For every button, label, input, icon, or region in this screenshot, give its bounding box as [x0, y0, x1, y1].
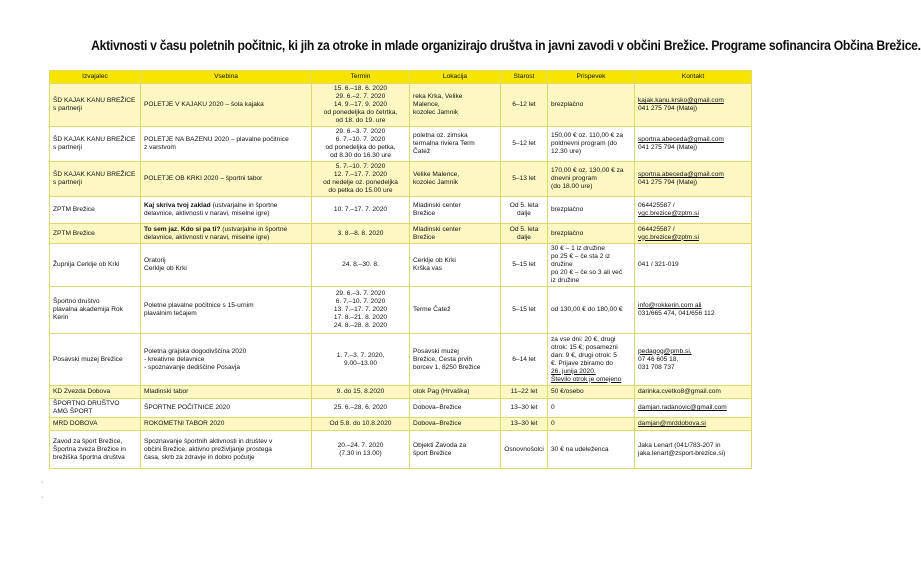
prispevek-text: brezplačno — [551, 101, 584, 108]
cell-lokacija — [410, 162, 501, 197]
lokacija-text: Krška vas — [413, 265, 442, 272]
termin-text: 24. 8.–28. 8. 2020 — [333, 322, 388, 329]
table-body — [50, 84, 752, 469]
vsebina-text: Mladinski tabor — [144, 388, 189, 395]
prispevek-text: Število otrok je omejeno — [551, 375, 622, 383]
kontakt-text: 031/665 474, 041/656 112 — [638, 310, 715, 317]
prispevek-text: od 130,00 € do 180,00 € — [551, 306, 623, 313]
izvajalec-text: s partnerji — [53, 105, 82, 112]
vsebina-text: Poletne plavalne počitnice s 15-urnim — [144, 302, 254, 309]
kontakt-text: 064425587 / — [638, 225, 675, 233]
lokacija-text: Cerklje ob Krki — [413, 257, 456, 264]
prispevek-text: iz družine — [551, 277, 580, 284]
prispevek-text: 30 € na udeleženca — [551, 445, 609, 453]
cell-starost — [501, 224, 548, 244]
kontakt-text: 041 / 321-019 — [638, 261, 679, 268]
prispevek-text: 12.30 ure) — [551, 148, 582, 155]
table-row — [50, 224, 752, 244]
termin-text: od 18. do 19. ure — [335, 117, 386, 124]
prispevek-text: 0 — [551, 404, 555, 411]
izvajalec-text: KD Zvezda Dobova — [53, 388, 111, 395]
lokacija-text: borcev 1, 8250 Brežice — [413, 363, 481, 371]
table-row — [50, 418, 752, 431]
kontakt-text: 031 708 737 — [638, 363, 675, 371]
cell-termin — [312, 287, 410, 334]
prispevek-text: dan: 9 €, drugi otrok: 5 — [551, 351, 617, 359]
termin-text: 20.–24. 7. 2020 — [337, 441, 384, 449]
termin-text: 6. 7.–10. 7. 2020 — [335, 298, 386, 305]
prispevek-text: dnevni program — [551, 175, 597, 182]
cell-lokacija — [410, 399, 501, 418]
cell-lokacija — [410, 224, 501, 244]
page-title: Aktivnosti v času poletnih počitnic, ki jih za otroke in mlade organizirajo društva in javni zavodi v občini Brežice. Programe sofinancira Občina Brežice. — [91, 38, 921, 54]
cell-izvajalec — [50, 127, 141, 162]
lokacija-text: Brežice — [413, 233, 435, 241]
prispevek-text: za vse dni: 20 €, drugi — [551, 335, 616, 343]
cell-kontakt — [635, 334, 752, 386]
prispevek-text: po 25 € – če sta 2 iz — [551, 253, 611, 260]
kontakt-text: 041 275 794 (Matej) — [638, 144, 698, 151]
cell-termin — [312, 84, 410, 127]
cell-termin — [312, 399, 410, 418]
starost-text: dalje — [517, 233, 531, 241]
izvajalec-text: Zavod za šport Brežice, — [53, 437, 123, 445]
prispevek-text: 30 € – 1 iz družine — [551, 245, 605, 252]
starost-text: Osnovnošolci — [504, 445, 544, 453]
starost-text: 5–12 let — [512, 140, 536, 147]
cell-prispevek — [548, 418, 635, 431]
lokacija-text: Mladinski center — [413, 225, 461, 233]
cell-izvajalec — [50, 224, 141, 244]
cell-prispevek — [548, 244, 635, 287]
vsebina-text: ŠPORTNE POČITNICE 2020 — [144, 404, 230, 411]
cell-starost — [501, 418, 548, 431]
vsebina-text: (ustvarjalne in športne — [212, 202, 278, 209]
vsebina-text: Oratorij — [144, 257, 166, 264]
cell-prispevek — [548, 334, 635, 386]
contact-link[interactable]: sportna.abeceda@gmail.com — [638, 136, 724, 143]
cell-kontakt — [635, 224, 752, 244]
cell-prispevek — [548, 162, 635, 197]
table-row — [50, 287, 752, 334]
kontakt-text: 064425587 / — [638, 202, 675, 209]
cell-starost — [501, 197, 548, 224]
table-row — [50, 431, 752, 469]
izvajalec-text: s partnerji — [53, 179, 82, 186]
cell-kontakt — [635, 127, 752, 162]
vsebina-text: ROKOMETNI TABOR 2020 — [144, 420, 225, 427]
termin-text: 24. 8.–30. 8. — [342, 261, 379, 268]
kontakt-text: Jaka Lenart (041/783-207 in — [638, 441, 721, 449]
cell-vsebina — [141, 127, 312, 162]
cell-termin — [312, 334, 410, 386]
cell-lokacija — [410, 197, 501, 224]
cell-prispevek — [548, 399, 635, 418]
prispevek-text: 50 €/osebo — [551, 388, 584, 395]
vsebina-text: Poletna grajska dogodivščina 2020 — [144, 347, 247, 355]
termin-text: 9. do 15. 8.2020 — [336, 388, 385, 395]
vsebina-text: z varstvom — [144, 144, 176, 151]
starost-text: 13–30 let — [510, 404, 538, 411]
vsebina-text: - kreativne delavnice — [144, 355, 205, 363]
cell-termin — [312, 244, 410, 287]
cell-izvajalec — [50, 386, 141, 399]
termin-text: 12. 7.–17. 7. 2020 — [333, 171, 388, 178]
lokacija-text: Čatež — [413, 148, 431, 155]
contact-link[interactable]: damjan.radanovic@gmail.com — [638, 404, 727, 411]
cell-termin — [312, 431, 410, 469]
cell-lokacija — [410, 418, 501, 431]
prispevek-text: brezplačno — [551, 229, 584, 237]
contact-link[interactable]: vgc.brezice@zptm.si — [638, 210, 699, 217]
prispevek-text: 0 — [551, 420, 555, 427]
izvajalec-text: ZPTM Brežice — [53, 229, 95, 237]
lokacija-text: otok Pag (Hrvaška) — [413, 388, 470, 395]
cell-starost — [501, 162, 548, 197]
termin-text: 6. 7.–10. 7. 2020 — [335, 136, 386, 143]
izvajalec-text: Posavski muzej Brežice — [53, 355, 123, 363]
cell-starost — [501, 431, 548, 469]
lokacija-text: kozolec Jamnik — [413, 179, 459, 186]
cell-izvajalec — [50, 197, 141, 224]
cell-prispevek — [548, 224, 635, 244]
izvajalec-text: ŠD KAJAK KANU BREŽICE — [53, 136, 136, 143]
cell-lokacija — [410, 287, 501, 334]
cell-starost — [501, 244, 548, 287]
izvajalec-text: ŠPORTNO DRUŠTVO — [53, 400, 120, 407]
termin-text: 29. 6.–3. 7. 2020 — [335, 128, 386, 135]
cell-starost — [501, 334, 548, 386]
prispevek-text: (do 18.00 ure) — [551, 183, 593, 190]
cell-vsebina — [141, 162, 312, 197]
lokacija-text: šport Brežice — [413, 449, 452, 457]
termin-text: 1. 7.–3. 7. 2020, — [336, 351, 385, 359]
cell-kontakt — [635, 244, 752, 287]
vsebina-text: Cerklje ob Krki — [144, 265, 187, 272]
prispevek-text: 26. junija 2020. — [551, 367, 596, 375]
izvajalec-text: AMG ŠPORT — [53, 408, 93, 415]
cell-prispevek — [548, 431, 635, 469]
starost-text: 13–30 let — [510, 420, 538, 427]
cell-lokacija — [410, 84, 501, 127]
izvajalec-text: ŠD KAJAK KANU BREŽICE — [53, 171, 136, 178]
starost-text: 5–13 let — [512, 175, 536, 182]
header-vsebina: Vsebina — [141, 71, 312, 84]
izvajalec-text: Župnija Cerklje ob Krki — [53, 261, 120, 268]
cell-termin — [312, 127, 410, 162]
cell-starost — [501, 386, 548, 399]
contact-link[interactable]: pedagog@pmb.si, — [638, 347, 692, 355]
termin-text: 13. 7.–17. 7. 2020 — [333, 306, 388, 313]
lokacija-text: Velike Malence, — [413, 171, 460, 178]
contact-link[interactable]: kajak.kanu.krsko@gmail.com — [638, 97, 724, 104]
table-row — [50, 244, 752, 287]
starost-text: 6–14 let — [512, 355, 536, 363]
cell-termin — [312, 162, 410, 197]
cell-izvajalec — [50, 244, 141, 287]
cell-vsebina — [141, 244, 312, 287]
prispevek-text: družine — [551, 261, 573, 268]
table-row — [50, 386, 752, 399]
termin-text: 9.00–13.00 — [343, 359, 377, 367]
cell-prispevek — [548, 127, 635, 162]
header-kontakt: Kontakt — [635, 71, 752, 84]
starost-text: 5–15 let — [512, 306, 536, 313]
bullet-mark: · — [41, 494, 44, 501]
izvajalec-text: Športna zveza Brežice in — [53, 445, 126, 453]
vsebina-text: (ustvarjalne in športne — [222, 225, 288, 233]
activity-title: Kaj skriva tvoj zaklad — [144, 202, 211, 209]
cell-lokacija — [410, 334, 501, 386]
cell-vsebina — [141, 287, 312, 334]
prispevek-text: €. Prijave zbiramo do — [551, 359, 613, 367]
cell-izvajalec — [50, 399, 141, 418]
cell-kontakt — [635, 197, 752, 224]
cell-vsebina — [141, 334, 312, 386]
termin-text: (7.30 in 13.00) — [339, 449, 382, 457]
izvajalec-text: ZPTM Brežice — [53, 206, 95, 213]
prispevek-text: 150,00 € oz. 110,00 € za — [551, 132, 624, 139]
lokacija-text: Objekti Zavoda za — [413, 441, 467, 449]
izvajalec-text: brežiška športna društva — [53, 453, 125, 461]
prispevek-text: brezplačno — [551, 206, 584, 213]
vsebina-text: delavnice, aktivnosti v naravi, miselne igre) — [144, 233, 270, 241]
izvajalec-text: MRD DOBOVA — [53, 420, 98, 427]
vsebina-text: plavalnim tečajem — [144, 310, 197, 317]
termin-text: 5. 7.–10. 7. 2020 — [335, 163, 386, 170]
termin-text: od ponedeljka do petka, — [325, 144, 396, 151]
termin-text: 14. 9.–17. 9. 2020 — [333, 101, 388, 108]
lokacija-text: kozolec Jamnik — [413, 109, 459, 116]
lokacija-text: Brežice — [413, 210, 435, 217]
starost-text: 6–12 let — [512, 101, 536, 108]
vsebina-text: POLETJE OB KRKI 2020 – športni tabor — [144, 175, 263, 182]
termin-text: 15. 6.–18. 6. 2020 — [333, 85, 388, 92]
vsebina-text: časa, skrb za zdravje in dobro počutje — [144, 453, 255, 461]
termin-text: 29. 6.–3. 7. 2020 — [335, 290, 386, 297]
cell-kontakt — [635, 399, 752, 418]
prispevek-text: 170,00 € oz. 130,00 € za — [551, 167, 624, 174]
lokacija-text: Mladinski center — [413, 202, 461, 209]
prispevek-text: po 20 € – če so 3 ali več — [551, 269, 623, 276]
termin-text: 17. 8.–21. 8. 2020 — [333, 314, 388, 321]
starost-text: Od 5. leta — [509, 225, 539, 233]
cell-izvajalec — [50, 162, 141, 197]
prispevek-text: otrok: 15 €; posamezni — [551, 343, 618, 351]
vsebina-text: Spoznavanje športnih aktivnosti in društev v — [144, 437, 273, 445]
cell-termin — [312, 418, 410, 431]
cell-lokacija — [410, 431, 501, 469]
kontakt-text: 041 275 794 (Matej) — [638, 179, 698, 186]
starost-text: Od 5. leta — [509, 202, 539, 209]
vsebina-text: POLETJE V KAJAKU 2020 – šola kajaka — [144, 101, 264, 108]
contact-link[interactable]: info@rokkerin.com ali — [638, 302, 702, 309]
contact-link[interactable]: sportna.abeceda@gmail.com — [638, 171, 724, 178]
izvajalec-text: ŠD KAJAK KANU BREŽICE — [53, 97, 136, 104]
lokacija-text: Dobova–Brežice — [413, 404, 462, 411]
kontakt-text: darinka.cvetko8@gmail.com — [638, 388, 721, 395]
cell-lokacija — [410, 386, 501, 399]
vsebina-text: občini Brežice, aktivno preživljanje prostega — [144, 445, 272, 453]
cell-vsebina — [141, 84, 312, 127]
cell-prispevek — [548, 84, 635, 127]
cell-prispevek — [548, 197, 635, 224]
header-termin: Termin — [312, 71, 410, 84]
kontakt-text: 07 46 605 18, — [638, 355, 679, 363]
table-row — [50, 127, 752, 162]
starost-text: 5–15 let — [512, 261, 536, 268]
cell-termin — [312, 386, 410, 399]
activities-table — [49, 70, 752, 469]
table-row — [50, 399, 752, 418]
header-prispevek: Prispevek — [548, 71, 635, 84]
starost-text: dalje — [517, 210, 531, 217]
starost-text: 11–22 let — [510, 388, 538, 395]
cell-izvajalec — [50, 431, 141, 469]
cell-starost — [501, 399, 548, 418]
table-row — [50, 84, 752, 127]
izvajalec-text: Športno društvo — [53, 298, 100, 305]
lokacija-text: Malence, — [413, 101, 440, 108]
cell-vsebina — [141, 431, 312, 469]
header-starost: Starost — [501, 71, 548, 84]
cell-vsebina — [141, 224, 312, 244]
cell-kontakt — [635, 162, 752, 197]
table-row — [50, 197, 752, 224]
lokacija-text: Posavski muzej — [413, 347, 459, 355]
cell-vsebina — [141, 197, 312, 224]
cell-starost — [501, 127, 548, 162]
cell-vsebina — [141, 418, 312, 431]
table-row — [50, 334, 752, 386]
izvajalec-text: plavalna akademija Rok — [53, 306, 124, 313]
termin-text: od 8.30 do 16.30 ure — [330, 152, 391, 159]
cell-izvajalec — [50, 287, 141, 334]
header-lokacija: Lokacija — [410, 71, 501, 84]
termin-text: Od 5.8. do 10.8.2020 — [329, 420, 392, 427]
cell-lokacija — [410, 127, 501, 162]
izvajalec-text: s partnerji — [53, 144, 82, 151]
termin-text: od nedelje oz. ponedeljka — [323, 179, 398, 186]
cell-vsebina — [141, 386, 312, 399]
cell-prispevek — [548, 287, 635, 334]
lokacija-text: Dobova–Brežice — [413, 420, 462, 427]
lokacija-text: Brežice, Cesta prvih — [413, 355, 472, 363]
cell-izvajalec — [50, 84, 141, 127]
cell-prispevek — [548, 386, 635, 399]
cell-izvajalec — [50, 334, 141, 386]
cell-kontakt — [635, 287, 752, 334]
termin-text: 25. 6.–28. 6. 2020 — [333, 404, 388, 411]
termin-text: 29. 6.–2. 7. 2020 — [335, 93, 386, 100]
vsebina-text: - spoznavanje dediščine Posavja — [144, 363, 241, 371]
lokacija-text: poletna oz. zimska — [413, 132, 468, 139]
cell-starost — [501, 287, 548, 334]
contact-link[interactable]: vgc.brezice@zptm.si — [638, 233, 699, 241]
table-header-row — [50, 71, 752, 84]
cell-kontakt — [635, 386, 752, 399]
contact-link[interactable]: damjan@mrddobova.si — [638, 420, 706, 427]
cell-lokacija — [410, 244, 501, 287]
cell-kontakt — [635, 84, 752, 127]
termin-text: 3. 8.–8. 8. 2020 — [337, 229, 384, 237]
kontakt-text: jaka.lenart@zsport-brezice.si) — [638, 449, 726, 457]
cell-starost — [501, 84, 548, 127]
lokacija-text: Terme Čatež — [413, 306, 451, 313]
cell-kontakt — [635, 431, 752, 469]
lokacija-text: reka Krka, Velike — [413, 93, 463, 100]
cell-izvajalec — [50, 418, 141, 431]
cell-kontakt — [635, 418, 752, 431]
cell-vsebina — [141, 399, 312, 418]
table-row — [50, 162, 752, 197]
activity-title: To sem jaz. Kdo si pa ti? — [144, 225, 221, 233]
termin-text: od ponedeljka do četrtka, — [323, 109, 398, 116]
kontakt-text: 041 275 794 (Matej) — [638, 105, 698, 112]
bullet-mark: · — [41, 479, 44, 486]
prispevek-text: poldnevni program (do — [551, 140, 617, 147]
vsebina-text: POLETJE NA BAZENU 2020 – plavalne počitnice — [144, 136, 289, 143]
cell-termin — [312, 197, 410, 224]
header-izvajalec: Izvajalec — [50, 71, 141, 84]
cell-termin — [312, 224, 410, 244]
izvajalec-text: Kerin — [53, 314, 69, 321]
termin-text: 10. 7.–17. 7. 2020 — [333, 206, 388, 213]
vsebina-text: delavnice, aktivnosti v naravi, miselne igre) — [144, 210, 270, 217]
lokacija-text: termalna riviera Term — [413, 140, 475, 147]
termin-text: do petka do 15.00 ure — [328, 187, 393, 194]
